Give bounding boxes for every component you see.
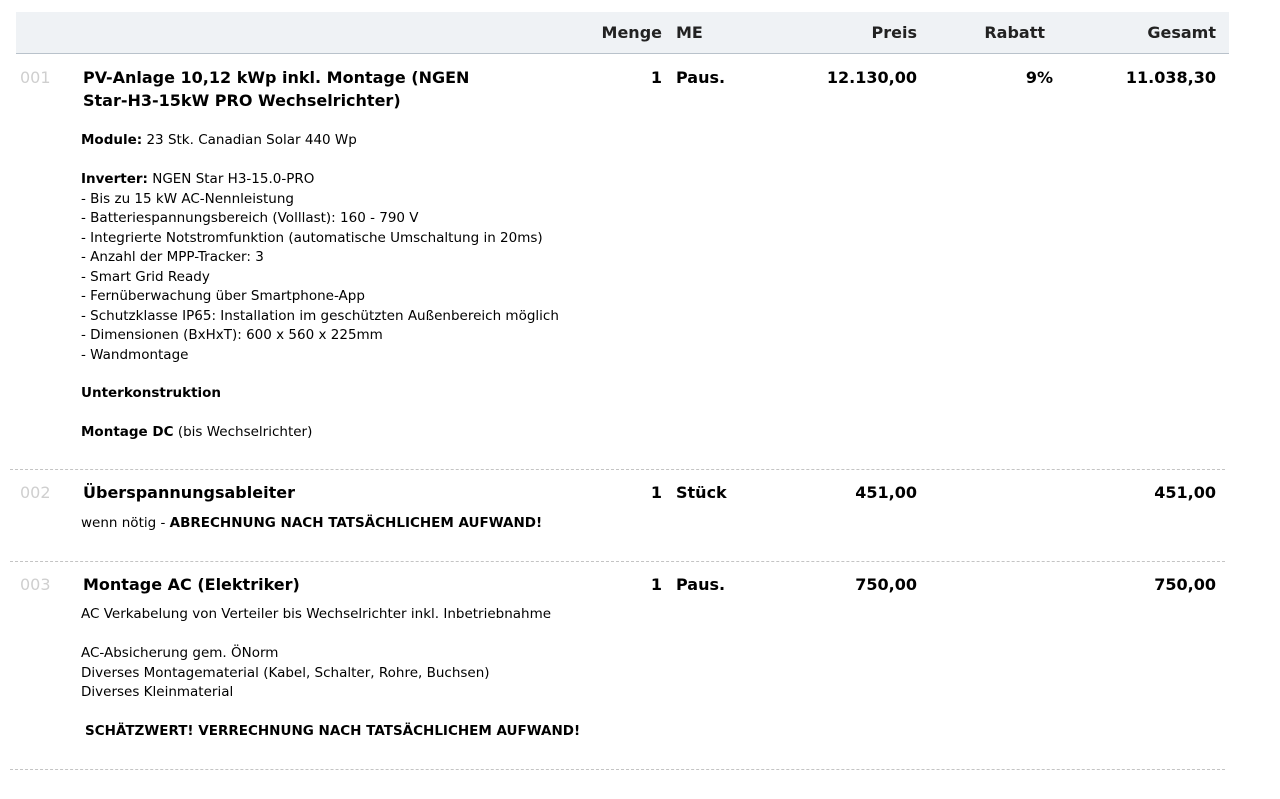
item-total: 750,00 [1154, 575, 1216, 594]
item-note [85, 722, 580, 742]
item-description-montage-dc [81, 423, 312, 443]
montage-dc-text: (bis Wechselrichter) [177, 424, 313, 440]
inverter-feature: - Anzahl der MPP-Tracker: 3 [81, 249, 264, 265]
item-unit: Paus. [676, 68, 726, 87]
item-title: Montage AC (Elektriker) [83, 575, 300, 594]
header-rabatt: Rabatt [984, 23, 1045, 42]
item-description [81, 514, 542, 534]
item-quantity: 1 [650, 575, 662, 594]
item-description-line: Diverses Montagematerial (Kabel, Schalter, Rohre, Buchsen) [81, 664, 490, 681]
module-text: 23 Stk. Canadian Solar 440 Wp [146, 132, 357, 148]
position-number: 003 [20, 575, 51, 594]
item-description-line: Diverses Kleinmaterial [81, 684, 234, 700]
inverter-feature: - Batteriespannungsbereich (Volllast): 160 - 790 V [81, 210, 419, 226]
item-description-line: AC Verkabelung von Verteiler bis Wechselrichter inkl. Inbetriebnahme [81, 606, 552, 622]
header-preis: Preis [871, 23, 917, 42]
unterkonstruktion-label: Unterkonstruktion [81, 385, 222, 401]
header-menge: Menge [601, 23, 662, 42]
header-gesamt: Gesamt [1147, 23, 1216, 42]
position-number: 002 [20, 483, 51, 502]
table-header [16, 12, 1229, 54]
item-total: 451,00 [1154, 483, 1216, 502]
item-title [83, 66, 469, 112]
desc-prefix: wenn nötig - [81, 515, 166, 531]
item-quantity: 1 [650, 68, 662, 87]
item-price: 12.130,00 [826, 68, 917, 87]
item-unit: Stück [676, 483, 727, 502]
item-description-unterkonstruktion [81, 384, 221, 404]
row-divider [10, 561, 1225, 562]
inverter-feature: - Dimensionen (BxHxT): 600 x 560 x 225mm [81, 327, 383, 343]
item-price: 451,00 [855, 483, 917, 502]
row-divider [10, 469, 1225, 470]
item-description-inverter [81, 170, 559, 365]
inverter-feature: - Schutzklasse IP65: Installation im geschützten Außenbereich möglich [81, 307, 559, 324]
inverter-feature: - Integrierte Notstromfunktion (automatische Umschaltung in 20ms) [81, 229, 543, 246]
header-me: ME [676, 23, 703, 42]
inverter-label: Inverter: [81, 171, 148, 187]
item-description-line: AC-Absicherung gem. ÖNorm [81, 645, 279, 661]
item-description-module [81, 131, 357, 151]
inverter-feature: - Bis zu 15 kW AC-Nennleistung [81, 190, 294, 207]
item-price: 750,00 [855, 575, 917, 594]
inverter-text: NGEN Star H3-15.0-PRO [152, 171, 315, 187]
estimate-note: SCHÄTZWERT! VERRECHNUNG NACH TATSÄCHLICHEM AUFWAND! [85, 723, 581, 739]
inverter-feature: - Smart Grid Ready [81, 268, 210, 285]
item-title: Überspannungsableiter [83, 483, 295, 502]
item-title-line: PV-Anlage 10,12 kWp inkl. Montage (NGEN [83, 68, 470, 87]
row-divider [10, 769, 1225, 770]
montage-dc-label: Montage DC [81, 424, 174, 440]
item-discount: 9% [1025, 68, 1053, 87]
inverter-feature: - Wandmontage [81, 346, 189, 363]
desc-bold-note: ABRECHNUNG NACH TATSÄCHLICHEM AUFWAND! [169, 515, 543, 531]
inverter-feature: - Fernüberwachung über Smartphone-App [81, 288, 365, 304]
item-title-line: Star-H3-15kW PRO Wechselrichter) [83, 91, 401, 110]
item-description-block [81, 644, 490, 703]
position-number: 001 [20, 68, 51, 87]
item-unit: Paus. [676, 575, 726, 594]
module-label: Module: [81, 132, 143, 148]
item-quantity: 1 [650, 483, 662, 502]
item-total: 11.038,30 [1125, 68, 1216, 87]
